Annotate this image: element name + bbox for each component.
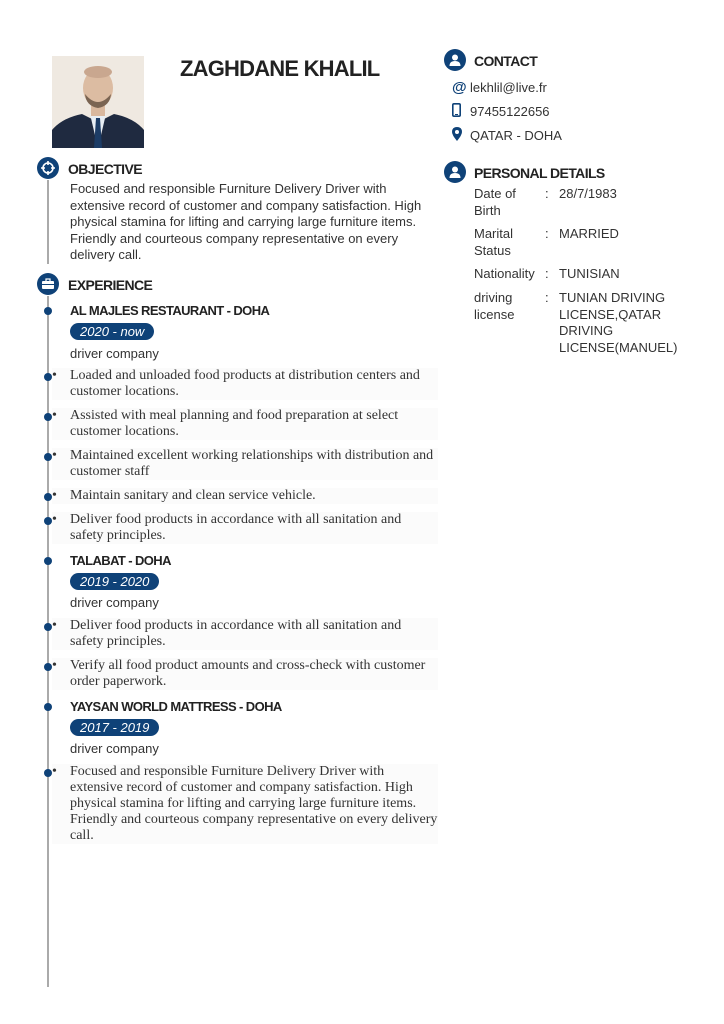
person-icon xyxy=(444,49,466,71)
map-pin-icon xyxy=(452,127,470,144)
job-period-badge: 2020 - now xyxy=(70,323,154,340)
objective-text: Focused and responsible Furniture Delivery Driver with extensive record of customer and company satisfaction. High physical stamina for lifting and carrying large furniture items. Friendly and courteous company representative on every delivery call. xyxy=(70,181,422,262)
job-role: driver company xyxy=(70,346,159,361)
phone-icon xyxy=(452,103,470,120)
job-company: AL MAJLES RESTAURANT - DOHA xyxy=(70,303,270,318)
job-bullet: • Maintain sanitary and clean service vehicle. xyxy=(52,488,438,504)
timeline-line-objective xyxy=(47,180,49,264)
job-period-badge: 2017 - 2019 xyxy=(70,719,159,736)
job-period-badge: 2019 - 2020 xyxy=(70,573,159,590)
person-portrait-icon xyxy=(52,56,144,148)
pd-separator: : xyxy=(545,266,549,281)
phone-text: 97455122656 xyxy=(470,104,550,119)
job-role: driver company xyxy=(70,595,159,610)
contact-location xyxy=(452,127,562,144)
at-icon: @ xyxy=(452,79,467,96)
job-bullet: • Maintained excellent working relationships with distribution and customer staff xyxy=(52,448,438,480)
candidate-name: ZAGHDANE KHALIL xyxy=(180,56,380,81)
pd-separator: : xyxy=(545,290,549,305)
email-text: lekhlil@live.fr xyxy=(470,80,547,95)
timeline-dot xyxy=(44,493,52,501)
location-text: QATAR - DOHA xyxy=(470,128,562,143)
job-bullet: • Loaded and unloaded food products at distribution centers and customer locations. xyxy=(52,368,438,400)
crosshair-icon xyxy=(37,157,59,179)
experience-title: EXPERIENCE xyxy=(68,277,153,293)
job-bullet: • Verify all food product amounts and cross-check with customer order paperwork. xyxy=(52,658,438,690)
contact-phone[interactable] xyxy=(452,103,550,120)
briefcase-icon xyxy=(37,273,59,295)
timeline-dot xyxy=(44,453,52,461)
pd-value: TUNISIAN xyxy=(559,266,620,281)
job-bullet: • Assisted with meal planning and food preparation at select customer locations. xyxy=(52,408,438,440)
timeline-dot xyxy=(44,557,52,565)
pd-label: driving license xyxy=(474,290,515,322)
job-bullet: • Deliver food products in accordance with all sanitation and safety principles. xyxy=(52,618,438,650)
pd-label: Date of Birth xyxy=(474,186,516,218)
pd-label: Marital Status xyxy=(474,226,514,258)
job-company: TALABAT - DOHA xyxy=(70,553,171,568)
timeline-dot xyxy=(44,307,52,315)
timeline-dot xyxy=(44,623,52,631)
pd-value: MARRIED xyxy=(559,226,619,241)
timeline-dot xyxy=(44,703,52,711)
job-bullet: • Deliver food products in accordance with all sanitation and safety principles. xyxy=(52,512,438,544)
pd-label: Nationality xyxy=(474,266,535,281)
personal-details-title: PERSONAL DETAILS xyxy=(474,165,605,181)
timeline-dot xyxy=(44,373,52,381)
timeline-line-experience xyxy=(47,296,49,987)
objective-title: OBJECTIVE xyxy=(68,161,142,177)
pd-separator: : xyxy=(545,226,549,241)
pd-separator: : xyxy=(545,186,549,201)
timeline-dot xyxy=(44,517,52,525)
job-role: driver company xyxy=(70,741,159,756)
contact-email[interactable] xyxy=(452,79,547,96)
contact-title: CONTACT xyxy=(474,53,538,69)
timeline-dot xyxy=(44,663,52,671)
person-icon xyxy=(444,161,466,183)
timeline-dot xyxy=(44,413,52,421)
pd-value: TUNIAN DRIVING LICENSE,QATAR DRIVING LICENSE(MANUEL) xyxy=(559,290,678,355)
profile-photo xyxy=(52,56,144,148)
timeline-dot xyxy=(44,769,52,777)
job-bullet: • Focused and responsible Furniture Delivery Driver with extensive record of customer and company satisfaction. High physical stamina for lifting and carrying large furniture items. Friendly and courteous company representative on every delivery call. xyxy=(52,764,438,843)
pd-value: 28/7/1983 xyxy=(559,186,617,201)
job-company: YAYSAN WORLD MATTRESS - DOHA xyxy=(70,699,282,714)
